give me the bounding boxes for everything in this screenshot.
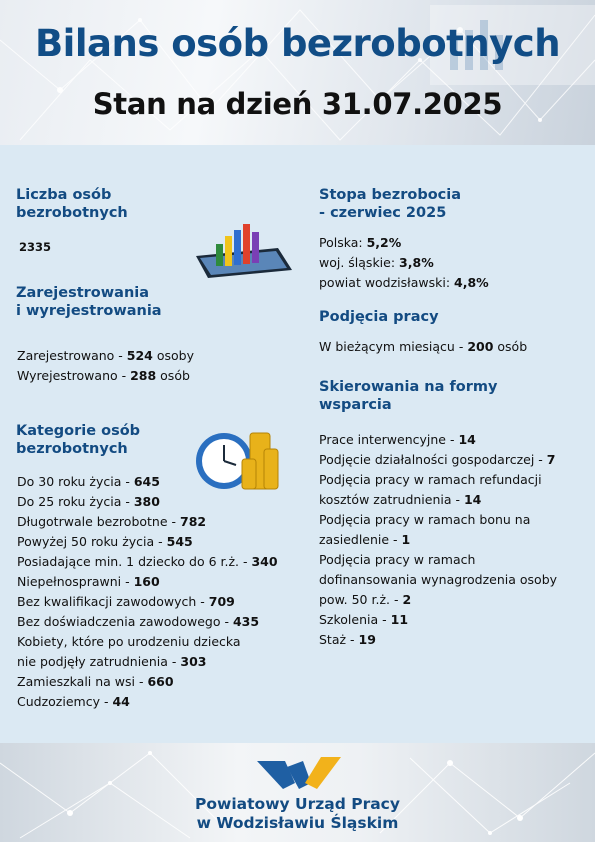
list-item (319, 490, 557, 510)
header-banner (0, 0, 595, 145)
list-item (17, 672, 278, 692)
heading-line: i wyrejestrowania (16, 303, 162, 319)
item-suffix: osób (493, 339, 528, 354)
referrals-list (319, 430, 557, 650)
list-item (17, 572, 278, 592)
item-label: Posiadające min. 1 dziecko do 6 r.ż. - (17, 554, 252, 569)
item-label: Szkolenia - (319, 612, 391, 627)
item-label: kosztów zatrudnienia - (319, 492, 464, 507)
item-label: Do 30 roku życia - (17, 474, 134, 489)
list-item (319, 450, 557, 470)
item-label: Długotrwale bezrobotne - (17, 514, 180, 529)
bar-chart-tablet-icon (186, 220, 296, 280)
list-item (319, 470, 557, 490)
item-suffix: osoby (152, 348, 194, 363)
unemployment-rate-list (319, 233, 489, 293)
item-label: Polska: (319, 235, 367, 250)
item-value: 3,8% (399, 255, 434, 270)
item-value: 524 (126, 348, 153, 363)
heading-jobs: Podjęcia pracy (319, 309, 439, 325)
heading-categories (16, 422, 140, 458)
item-value: 4,8% (454, 275, 489, 290)
list-item (17, 552, 278, 572)
list-item (17, 366, 194, 386)
list-item (17, 512, 278, 532)
item-value: 288 (130, 368, 157, 383)
item-label: nie podjęły zatrudnienia - (17, 654, 181, 669)
item-label: Bez kwalifikacji zawodowych - (17, 594, 209, 609)
item-label: Podjęcia pracy w ramach (319, 552, 476, 567)
organization-name (0, 795, 595, 833)
item-value: 19 (358, 632, 376, 647)
item-label: Bez doświadczenia zawodowego - (17, 614, 233, 629)
list-item (319, 630, 557, 650)
item-label: pow. 50 r.ż. - (319, 592, 403, 607)
list-item (319, 590, 557, 610)
item-value: 11 (390, 612, 409, 627)
item-label: dofinansowania wynagrodzenia osoby (319, 572, 558, 587)
item-label: Zamieszkali na wsi - (17, 674, 148, 689)
item-value: 2 (402, 592, 412, 607)
list-item (17, 612, 278, 632)
item-label: Powyżej 50 roku życia - (17, 534, 167, 549)
list-item (319, 273, 489, 293)
item-label: Prace interwencyjne - (319, 432, 459, 447)
heading-line: wsparcia (319, 397, 392, 413)
list-item (17, 652, 278, 672)
list-item (319, 233, 489, 253)
item-label: zasiedlenie - (319, 532, 402, 547)
jobs-line (319, 337, 527, 357)
list-item (17, 592, 278, 612)
heading-line: Liczba osób (16, 187, 112, 203)
list-item (17, 492, 278, 512)
heading-unemployment-rate (319, 186, 461, 222)
item-value: 14 (458, 432, 476, 447)
list-item (319, 570, 557, 590)
page-title: Bilans osób bezrobotnych (34, 22, 561, 65)
heading-registrations (16, 284, 162, 320)
item-value: 782 (180, 514, 207, 529)
item-label: Niepełnosprawni - (17, 574, 134, 589)
item-value: 1 (401, 532, 411, 547)
item-value: 545 (166, 534, 193, 549)
item-label: Staż - (319, 632, 359, 647)
item-value: 303 (180, 654, 207, 669)
item-label: Podjęcia pracy w ramach refundacji (319, 472, 542, 487)
list-item (17, 472, 278, 492)
registrations-list (17, 346, 194, 386)
list-item (319, 530, 557, 550)
item-label: Kobiety, które po urodzeniu dziecka (17, 634, 241, 649)
heading-unemployed-count (16, 186, 128, 222)
item-value: 645 (133, 474, 160, 489)
heading-line: Zarejestrowania (16, 285, 150, 301)
heading-line: Kategorie osób (16, 423, 141, 439)
unemployed-count-value: 2335 (19, 240, 52, 254)
item-label: Cudzoziemcy - (17, 694, 113, 709)
item-value: 14 (463, 492, 482, 507)
heading-referrals (319, 378, 497, 414)
heading-line: bezrobotnych (16, 205, 128, 221)
heading-line: - czerwiec 2025 (319, 205, 447, 221)
heading-line: Skierowania na formy (319, 379, 498, 395)
item-label: W bieżącym miesiącu - (319, 339, 468, 354)
list-item (319, 430, 557, 450)
org-line: Powiatowy Urząd Pracy (195, 795, 400, 813)
page-subtitle: Stan na dzień 31.07.2025 (92, 87, 503, 121)
list-item (319, 550, 557, 570)
heading-line: Stopa bezrobocia (319, 187, 462, 203)
heading-line: bezrobotnych (16, 441, 128, 457)
list-item (17, 346, 194, 366)
item-value: 435 (232, 614, 260, 629)
item-label: Wyrejestrowano - (17, 368, 131, 383)
item-label: Do 25 roku życia - (17, 494, 134, 509)
item-value: 7 (546, 452, 556, 467)
categories-list (17, 472, 278, 712)
item-label: woj. śląskie: (319, 255, 400, 270)
item-value: 5,2% (366, 235, 402, 250)
footer-banner (0, 743, 595, 842)
item-label: Zarejestrowano - (17, 348, 127, 363)
list-item (319, 253, 489, 273)
item-label: powiat wodzisławski: (319, 275, 455, 290)
list-item (17, 692, 278, 712)
item-value: 380 (133, 494, 160, 509)
list-item (319, 610, 557, 630)
item-label: Podjęcia pracy w ramach bonu na (319, 512, 531, 527)
item-suffix: osób (156, 368, 190, 383)
list-item (17, 532, 278, 552)
org-line: w Wodzisławiu Śląskim (196, 814, 399, 832)
list-item (17, 632, 278, 652)
list-item (319, 337, 527, 357)
content-panel (0, 145, 595, 743)
list-item (319, 510, 557, 530)
item-value: 200 (467, 339, 494, 354)
item-value: 44 (112, 694, 130, 709)
item-value: 160 (133, 574, 160, 589)
item-value: 340 (251, 554, 278, 569)
pup-logo-icon (255, 753, 341, 793)
item-label: Podjęcie działalności gospodarczej - (319, 452, 547, 467)
item-value: 660 (147, 674, 174, 689)
item-value: 709 (208, 594, 235, 609)
